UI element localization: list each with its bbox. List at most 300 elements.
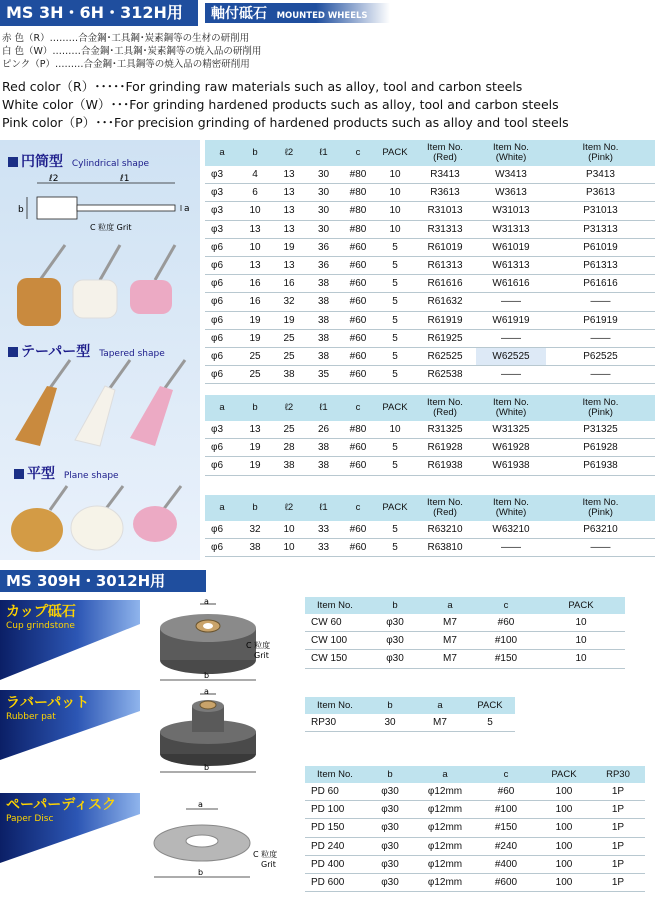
table-cell: P61313 — [546, 256, 655, 274]
table-row — [205, 184, 655, 202]
table-cell: 26 — [307, 421, 340, 439]
pink-cylindrical-wheel — [130, 280, 172, 314]
table-cell: #100 — [475, 801, 537, 819]
table-cell: φ3 — [205, 220, 239, 238]
shank-outline — [77, 205, 175, 211]
table-cell: #400 — [475, 855, 537, 873]
table-cell: 33 — [307, 521, 340, 539]
table-cell: W61019 — [476, 238, 546, 256]
table-cell: φ12mm — [415, 873, 475, 891]
table-row — [205, 421, 655, 439]
wheel-outline — [37, 197, 77, 219]
square-bullet-icon — [8, 347, 18, 357]
table-row — [205, 275, 655, 293]
table-cell: —— — [476, 329, 546, 347]
table-cell: 30 — [307, 166, 340, 184]
table-cell: 10 — [537, 632, 625, 650]
table-cell: P62525 — [546, 347, 655, 365]
table-cell: 32 — [271, 293, 307, 311]
table-cell: 5 — [376, 293, 414, 311]
rubber-en: Rubber pat — [6, 712, 56, 722]
red-plane-wheel — [11, 508, 63, 552]
table-cell: 13 — [271, 256, 307, 274]
table-cell: —— — [546, 539, 655, 557]
white-plane-wheel — [71, 506, 123, 550]
table-cell: φ6 — [205, 238, 239, 256]
table-cell: 5 — [376, 521, 414, 539]
table-cell: RP30 — [305, 714, 365, 732]
table-cell: 10 — [271, 521, 307, 539]
table-cell: P3413 — [546, 166, 655, 184]
column-header: ℓ2 — [271, 395, 307, 421]
table-cell: 16 — [239, 293, 271, 311]
rubber-spec-table — [305, 697, 515, 732]
paper-a-label: a — [198, 800, 203, 809]
table-row — [205, 311, 655, 329]
table-cell: 36 — [307, 238, 340, 256]
table-row — [205, 539, 655, 557]
rubber-pat-diagram — [150, 688, 260, 780]
table-cell: 10 — [376, 421, 414, 439]
column-header: a — [415, 766, 475, 783]
table-row — [305, 714, 515, 732]
pink-tapered-wheel — [130, 386, 173, 446]
table-cell: 5 — [376, 329, 414, 347]
plane-shape-en: Plane shape — [63, 471, 119, 481]
column-header: b — [239, 495, 271, 521]
column-header: c — [340, 395, 376, 421]
model-title-badge — [0, 0, 198, 26]
table-cell: 13 — [239, 421, 271, 439]
table-cell: 5 — [376, 238, 414, 256]
table-cell: 13 — [271, 184, 307, 202]
table-cell: #150 — [475, 650, 537, 668]
table-cell: R3413 — [414, 166, 476, 184]
table-cell: W3413 — [476, 166, 546, 184]
table-header-row — [305, 766, 645, 783]
model-title: MS 3H・6H・312H用 — [6, 3, 183, 22]
table-cell: 30 — [307, 220, 340, 238]
paper-disc-diagram — [150, 795, 300, 895]
table-row — [205, 439, 655, 457]
table-cell: PD 100 — [305, 801, 365, 819]
table-cell: #60 — [340, 275, 376, 293]
table-cell: 36 — [307, 256, 340, 274]
table-cell: R61925 — [414, 329, 476, 347]
table-cell: —— — [476, 293, 546, 311]
b-label: b — [18, 205, 24, 215]
table-cell: 38 — [307, 311, 340, 329]
table-cell: P63210 — [546, 521, 655, 539]
column-header: RP30 — [591, 766, 645, 783]
table-cell: 38 — [307, 439, 340, 457]
column-header: Item No. (Pink) — [546, 140, 655, 166]
table-cell: φ12mm — [415, 783, 475, 801]
table-cell: 5 — [376, 539, 414, 557]
paper-en: Paper Disc — [6, 814, 54, 824]
column-header: PACK — [537, 597, 625, 614]
table-cell: —— — [546, 366, 655, 384]
table-cell: 10 — [376, 202, 414, 220]
grit-label: C 粒度 Grit — [90, 223, 132, 232]
table-cell: R61616 — [414, 275, 476, 293]
table-row — [305, 855, 645, 873]
table-cell: 16 — [271, 275, 307, 293]
table-cell: 5 — [376, 347, 414, 365]
table-cell: 5 — [376, 457, 414, 475]
column-header: a — [205, 140, 239, 166]
table-cell: 38 — [271, 366, 307, 384]
table-cell: W3613 — [476, 184, 546, 202]
table-cell: φ6 — [205, 293, 239, 311]
table-cell: 5 — [376, 439, 414, 457]
paper-spec-table — [305, 766, 645, 892]
table-cell: R61938 — [414, 457, 476, 475]
table-cell: #60 — [475, 614, 537, 632]
table-cell: #80 — [340, 202, 376, 220]
table-row — [205, 347, 655, 365]
column-header: Item No. — [305, 597, 365, 614]
column-header: b — [365, 766, 415, 783]
column-header: PACK — [465, 697, 515, 714]
column-header: Item No. — [305, 697, 365, 714]
table-cell: 5 — [376, 256, 414, 274]
column-header: PACK — [376, 395, 414, 421]
l2-label: ℓ2 — [49, 174, 59, 184]
table-cell: 13 — [271, 220, 307, 238]
table-cell: 25 — [271, 347, 307, 365]
table-cell: P31013 — [546, 202, 655, 220]
table-header-row — [305, 597, 625, 614]
table-cell: #60 — [340, 457, 376, 475]
table-cell: 19 — [239, 311, 271, 329]
table-cell: 38 — [307, 457, 340, 475]
cylindrical-spec-table — [205, 140, 655, 384]
note-en-white: White color（W）･･･For grinding hardened products such as alloy, tool and carbon steels — [2, 97, 559, 112]
table-cell: 10 — [271, 539, 307, 557]
table-cell: φ30 — [365, 632, 425, 650]
red-cylindrical-wheel — [17, 278, 61, 326]
table-cell: φ30 — [365, 650, 425, 668]
square-bullet-icon — [8, 157, 18, 167]
table-cell: φ12mm — [415, 801, 475, 819]
table-cell: #60 — [340, 347, 376, 365]
table-cell: 100 — [537, 801, 591, 819]
column-header: a — [415, 697, 465, 714]
color-notes-jp — [2, 32, 422, 71]
table-cell: 10 — [376, 184, 414, 202]
table-cell: 19 — [239, 457, 271, 475]
table-cell: W61919 — [476, 311, 546, 329]
column-header: a — [205, 495, 239, 521]
rubber-jp: ラバーパット — [6, 695, 90, 711]
table-cell: W61938 — [476, 457, 546, 475]
table-cell: R61919 — [414, 311, 476, 329]
table-cell: R61019 — [414, 238, 476, 256]
table-cell: P61938 — [546, 457, 655, 475]
tapered-spec-table — [205, 395, 655, 476]
table-cell: R63810 — [414, 539, 476, 557]
table-cell: φ6 — [205, 329, 239, 347]
table-cell: 1P — [591, 837, 645, 855]
category-jp: 軸付砥石 — [211, 6, 267, 22]
table-cell: R62538 — [414, 366, 476, 384]
cup-b-label: b — [204, 671, 210, 680]
table-cell: 13 — [271, 202, 307, 220]
pink-plane-wheel — [133, 506, 177, 542]
table-cell: 5 — [376, 366, 414, 384]
shank-2 — [100, 245, 120, 280]
table-row — [205, 366, 655, 384]
table-cell: #60 — [340, 256, 376, 274]
table-cell: φ6 — [205, 457, 239, 475]
table-cell: φ12mm — [415, 837, 475, 855]
table-row — [305, 650, 625, 668]
table-row — [205, 293, 655, 311]
table-cell: W31325 — [476, 421, 546, 439]
table-cell: φ30 — [365, 819, 415, 837]
table-cell: CW 100 — [305, 632, 365, 650]
table-row — [305, 801, 645, 819]
white-cylindrical-wheel — [73, 280, 117, 318]
cup-grit-en-label: Grit — [254, 651, 269, 660]
column-header: PACK — [376, 495, 414, 521]
column-header: PACK — [537, 766, 591, 783]
table-cell: 38 — [307, 347, 340, 365]
table-row — [205, 238, 655, 256]
table-cell: 10 — [239, 238, 271, 256]
table-cell: 38 — [307, 329, 340, 347]
table-cell: P61919 — [546, 311, 655, 329]
rubber-b-label: b — [204, 763, 210, 772]
table-cell: 38 — [271, 457, 307, 475]
table-cell: 33 — [307, 539, 340, 557]
cup-jp: カップ砥石 — [6, 604, 76, 620]
column-header: c — [475, 766, 537, 783]
note-jp-white: 白 色（W）………合金鋼･工具鋼･炭素鋼等の焼入品の研削用 — [2, 46, 262, 57]
table-cell: CW 60 — [305, 614, 365, 632]
table-cell: M7 — [425, 632, 475, 650]
tapered-shape-en: Tapered shape — [99, 349, 165, 359]
column-header: Item No. (Pink) — [546, 395, 655, 421]
table-cell: #60 — [340, 311, 376, 329]
table-cell: 16 — [239, 275, 271, 293]
column-header: ℓ1 — [307, 495, 340, 521]
table-cell: R61928 — [414, 439, 476, 457]
cup-spec-table — [305, 597, 625, 669]
column-header: ℓ1 — [307, 395, 340, 421]
table-cell: 19 — [271, 311, 307, 329]
table-cell: 38 — [239, 539, 271, 557]
table-cell: #100 — [475, 632, 537, 650]
color-notes-en — [2, 78, 652, 132]
table-header-row — [305, 697, 515, 714]
table-cell: φ6 — [205, 275, 239, 293]
table-cell: #80 — [340, 421, 376, 439]
table-cell: φ6 — [205, 347, 239, 365]
table-cell: 1P — [591, 855, 645, 873]
table-cell: 13 — [239, 256, 271, 274]
table-cell: R31013 — [414, 202, 476, 220]
cup-c-grit-label: C 粒度 — [246, 641, 271, 650]
table-cell: P31313 — [546, 220, 655, 238]
table-cell: #60 — [340, 539, 376, 557]
shank-1 — [40, 245, 65, 280]
table-cell: φ6 — [205, 311, 239, 329]
paper-disc-title — [6, 794, 116, 824]
table-cell: 10 — [376, 220, 414, 238]
cup-grindstone-diagram — [150, 598, 290, 690]
table-cell: 10 — [537, 650, 625, 668]
table-row — [305, 614, 625, 632]
table-cell: 19 — [239, 439, 271, 457]
table-cell: —— — [546, 293, 655, 311]
section2-title-badge — [0, 570, 206, 592]
table-cell: 100 — [537, 819, 591, 837]
table-cell: φ30 — [365, 614, 425, 632]
table-cell: #80 — [340, 166, 376, 184]
tapered-shape-title: テーパー型 Tapered shape — [8, 341, 165, 361]
table-cell: #600 — [475, 873, 537, 891]
column-header: b — [239, 140, 271, 166]
table-cell: 5 — [465, 714, 515, 732]
table-row — [305, 819, 645, 837]
column-header: c — [475, 597, 537, 614]
table-cell: PD 240 — [305, 837, 365, 855]
table-cell: M7 — [425, 650, 475, 668]
table-cell: 10 — [537, 614, 625, 632]
table-cell: #80 — [340, 220, 376, 238]
column-header: PACK — [376, 140, 414, 166]
cup-a-label: a — [204, 598, 209, 606]
table-cell: R3613 — [414, 184, 476, 202]
table-cell: R62525 — [414, 347, 476, 365]
l1-label: ℓ1 — [120, 174, 130, 184]
table-cell: PD 600 — [305, 873, 365, 891]
column-header: c — [340, 140, 376, 166]
table-cell: R61632 — [414, 293, 476, 311]
table-cell: —— — [476, 539, 546, 557]
cup-en: Cup grindstone — [6, 621, 75, 631]
table-cell: φ6 — [205, 539, 239, 557]
red-tapered-wheel — [15, 386, 57, 446]
table-cell: P3613 — [546, 184, 655, 202]
table-cell: R61313 — [414, 256, 476, 274]
table-cell: φ30 — [365, 801, 415, 819]
table-cell: 38 — [307, 293, 340, 311]
table-cell: 13 — [271, 166, 307, 184]
table-cell: φ3 — [205, 166, 239, 184]
table-cell: PD 60 — [305, 783, 365, 801]
cup-grindstone-title — [6, 601, 76, 631]
plane-wheels-photo — [5, 482, 195, 560]
table-cell: φ30 — [365, 855, 415, 873]
table-cell: —— — [476, 366, 546, 384]
a-label: a — [184, 204, 190, 214]
table-header-row — [205, 140, 655, 166]
plane-shape-title: 平型 Plane shape — [14, 463, 119, 483]
table-cell: CW 150 — [305, 650, 365, 668]
plane-spec-table — [205, 495, 655, 557]
note-jp-red: 赤 色（R）………合金鋼･工具鋼･炭素鋼等の生材の研削用 — [2, 33, 250, 44]
table-row — [205, 256, 655, 274]
column-header: Item No. (White) — [476, 395, 546, 421]
table-row — [205, 166, 655, 184]
rubber-pat-title — [6, 692, 89, 722]
column-header: c — [340, 495, 376, 521]
note-en-pink: Pink color（P）･･･For precision grinding of hardened products such as alloy and tool steels — [2, 115, 569, 130]
table-cell: 5 — [376, 311, 414, 329]
white-tapered-wheel — [75, 386, 115, 446]
table-cell: 100 — [537, 783, 591, 801]
table-cell: 10 — [376, 166, 414, 184]
table-cell: W31313 — [476, 220, 546, 238]
table-cell: 1P — [591, 873, 645, 891]
paper-b-label: b — [198, 868, 204, 877]
table-cell: 1P — [591, 819, 645, 837]
table-cell: 1P — [591, 783, 645, 801]
table-row — [305, 873, 645, 891]
table-cell: P61928 — [546, 439, 655, 457]
column-header: Item No. — [305, 766, 365, 783]
table-cell: φ12mm — [415, 855, 475, 873]
category-en: MOUNTED WHEELS — [276, 11, 368, 21]
table-cell: 19 — [239, 329, 271, 347]
table-cell: 32 — [239, 521, 271, 539]
table-cell: W63210 — [476, 521, 546, 539]
table-cell: 100 — [537, 837, 591, 855]
table-cell: W31013 — [476, 202, 546, 220]
table-cell: P31325 — [546, 421, 655, 439]
note-jp-pink: ピンク（P）………合金鋼･工具鋼等の焼入品の精密研削用 — [2, 59, 250, 70]
table-row — [205, 202, 655, 220]
paper-jp: ペーパーディスク — [6, 797, 117, 813]
table-cell: R31325 — [414, 421, 476, 439]
table-cell: 25 — [271, 329, 307, 347]
table-cell: #240 — [475, 837, 537, 855]
table-row — [305, 837, 645, 855]
rubber-a-label: a — [204, 688, 209, 696]
column-header: a — [205, 395, 239, 421]
table-cell: R63210 — [414, 521, 476, 539]
cylindrical-dimension-diagram — [15, 173, 195, 235]
table-cell: #60 — [340, 293, 376, 311]
table-cell: R31313 — [414, 220, 476, 238]
column-header: b — [365, 697, 415, 714]
category-badge — [205, 3, 390, 23]
table-cell: #60 — [475, 783, 537, 801]
table-cell: 38 — [307, 275, 340, 293]
column-header: Item No. (Red) — [414, 140, 476, 166]
table-cell: φ30 — [365, 783, 415, 801]
table-cell: 25 — [239, 347, 271, 365]
tapered-wheels-photo — [5, 358, 195, 453]
paper-grit-en-label: Grit — [261, 860, 276, 869]
table-cell: 30 — [307, 202, 340, 220]
table-cell: P61616 — [546, 275, 655, 293]
table-cell: φ3 — [205, 184, 239, 202]
table-cell: W62525 — [476, 347, 546, 365]
note-en-red: Red color（R）･････For grinding raw materials such as alloy, tool and carbon steels — [2, 79, 523, 94]
table-cell: #60 — [340, 366, 376, 384]
column-header: ℓ1 — [307, 140, 340, 166]
table-cell: 25 — [239, 366, 271, 384]
table-cell: P61019 — [546, 238, 655, 256]
table-cell: W61313 — [476, 256, 546, 274]
table-cell: PD 150 — [305, 819, 365, 837]
table-cell: W61616 — [476, 275, 546, 293]
column-header: b — [365, 597, 425, 614]
